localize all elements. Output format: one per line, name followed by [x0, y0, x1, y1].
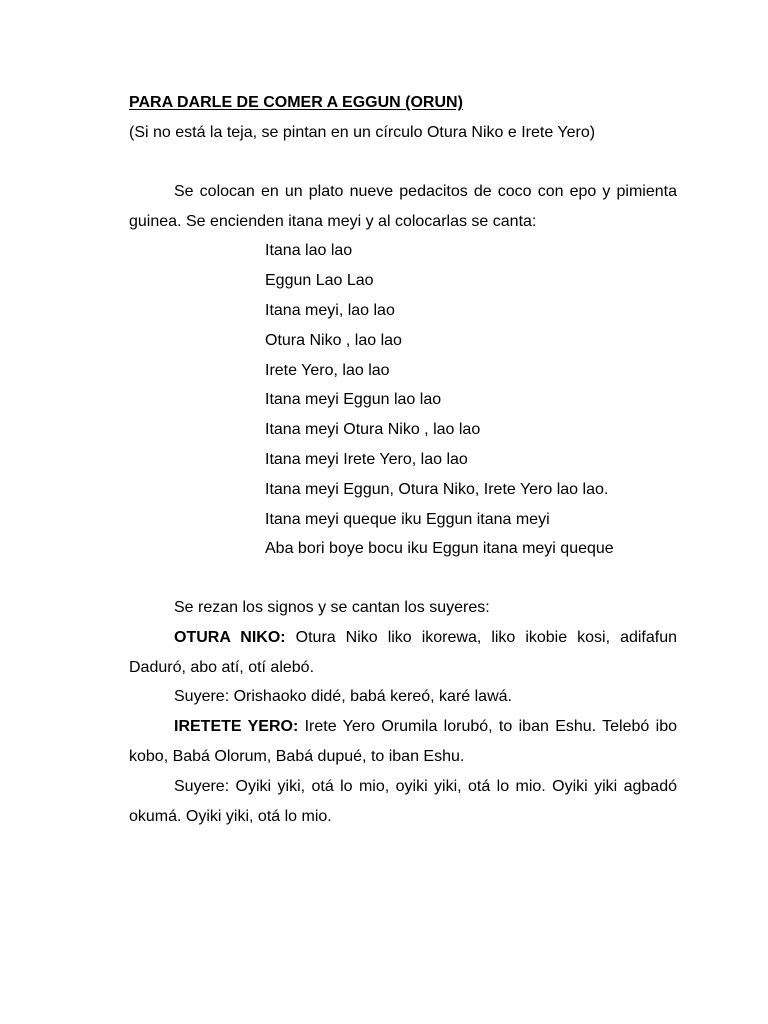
signos-intro: Se rezan los signos y se cantan los suyeres: — [174, 599, 490, 616]
chant-line: Otura Niko , lao lao — [265, 331, 402, 349]
iretete-yero-paragraph — [129, 712, 677, 772]
iretete-yero-text: Irete Yero Orumila lorubó, to iban Eshu. Telebó ibo kobo, Babá Olorum, Babá dupué, to iban Eshu. — [129, 718, 677, 765]
chant-line: Itana lao lao — [265, 242, 353, 260]
suyere-oyiki: Suyere: Oyiki yiki, otá lo mio, oyiki yiki, otá lo mio. Oyiki yiki agbadó okumá. Oyiki yiki, otá lo mio. — [129, 777, 677, 825]
otura-niko-label: OTURA NIKO: — [174, 628, 286, 646]
chant-line: Eggun Lao Lao — [265, 272, 374, 290]
intro-paragraph: Se colocan en un plato nueve pedacitos de coco con epo y pimienta guinea. Se encienden itana meyi y al colocarlas se canta: — [129, 183, 677, 230]
chant-line: Itana meyi Eggun, Otura Niko, Irete Yero lao lao. — [265, 480, 609, 498]
chant-line: Itana meyi Irete Yero, lao lao — [265, 450, 468, 468]
chant-lines — [265, 236, 614, 564]
chant-line: Itana meyi Eggun lao lao — [265, 391, 442, 409]
chant-line: Itana meyi queque iku Eggun itana meyi — [265, 510, 550, 528]
chant-line: Itana meyi Otura Niko , lao lao — [265, 421, 481, 439]
document-title: PARA DARLE DE COMER A EGGUN (ORUN) — [129, 94, 463, 111]
chant-line: Itana meyi, lao lao — [265, 301, 395, 319]
otura-niko-paragraph — [129, 623, 677, 683]
document-subtitle: (Si no está la teja, se pintan en un círculo Otura Niko e Irete Yero) — [129, 123, 596, 141]
suyere-orishaoko: Suyere: Orishaoko didé, babá kereó, karé lawá. — [174, 688, 512, 706]
chant-line: Irete Yero, lao lao — [265, 361, 390, 379]
iretete-yero-label: IRETETE YERO: — [174, 718, 299, 736]
otura-niko-text: Otura Niko liko ikorewa, liko ikobie kosi, adifafun Daduró, abo atí, otí alebó. — [129, 628, 678, 676]
chant-line: Aba bori boye bocu iku Eggun itana meyi queque — [265, 540, 614, 558]
